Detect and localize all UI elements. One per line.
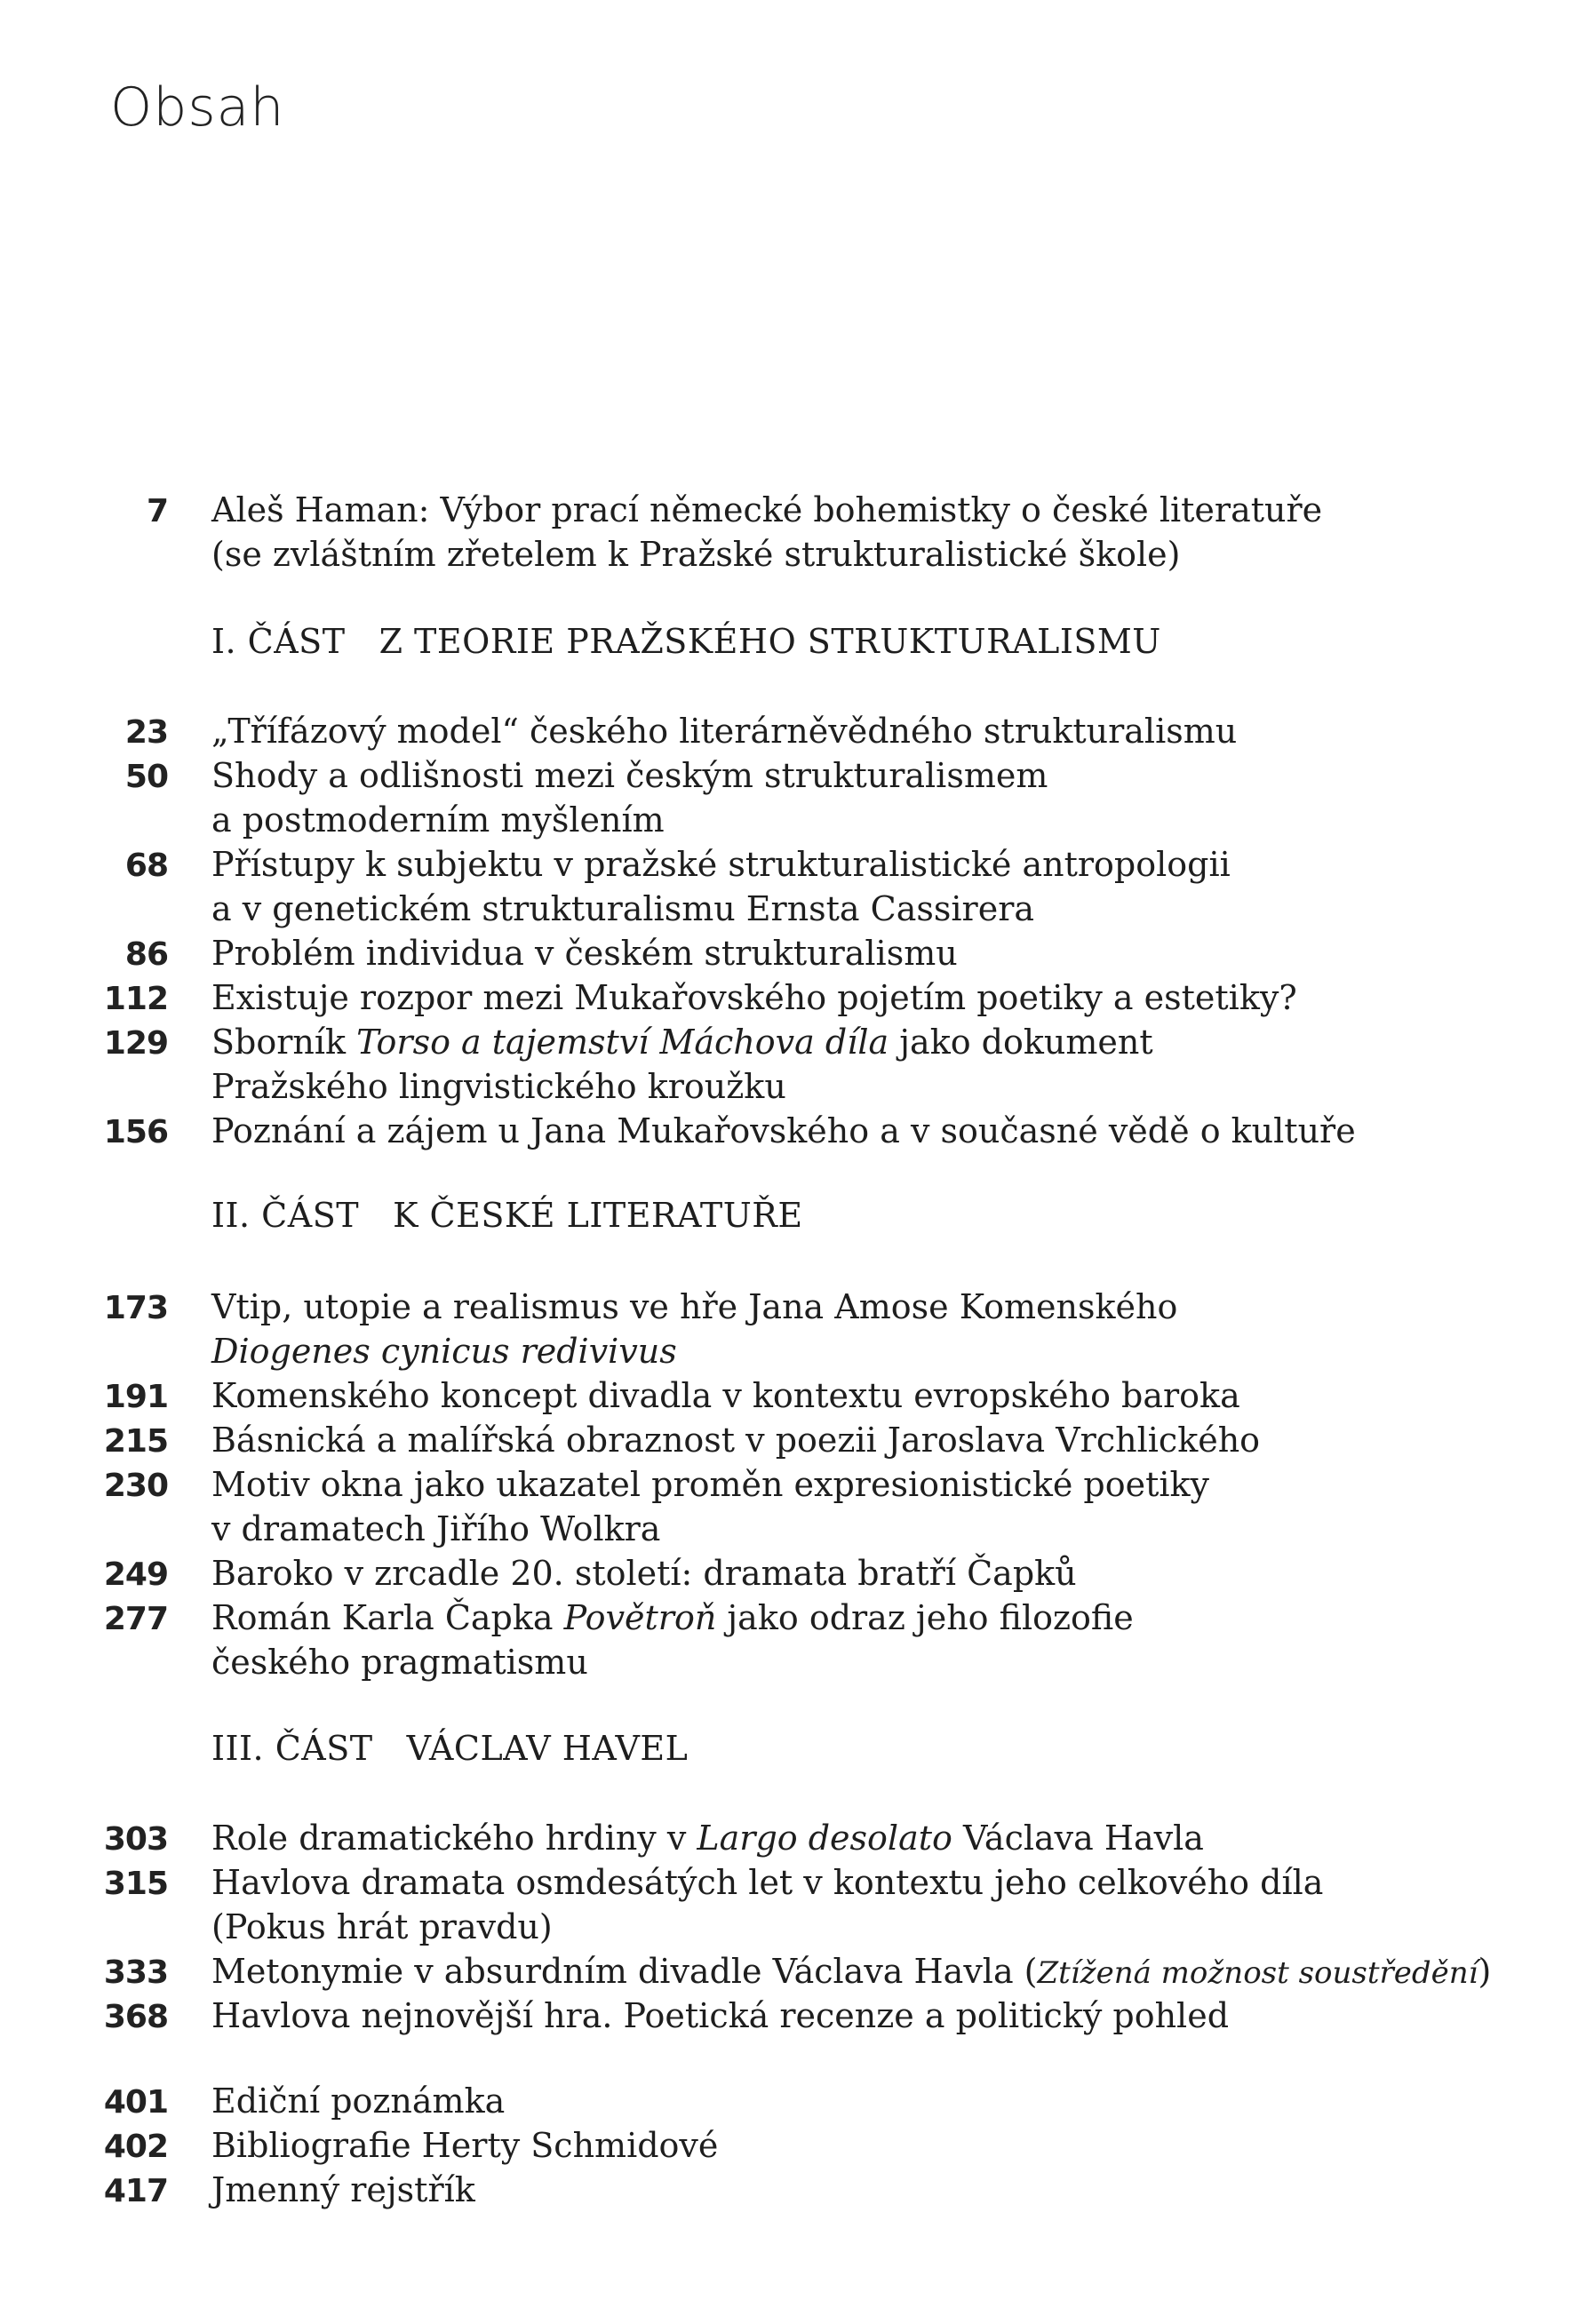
entry-title: Komenského koncept divadla v kontextu evropského baroka	[211, 1376, 1240, 1415]
entry-title-cont: Pražského lingvistického kroužku	[211, 1067, 786, 1106]
entry-title: Vtip, utopie a realismus ve hře Jana Amose Komenského	[211, 1287, 1178, 1326]
entry-title-cont: (se zvláštním zřetelem k Pražské strukturalistické škole)	[211, 535, 1181, 574]
entry-title: Román Karla Čapka Povětroň jako odraz jeho filozofie	[211, 1598, 1134, 1637]
entry-title: Havlova dramata osmdesátých let v kontextu jeho celkového díla	[211, 1863, 1324, 1902]
entry-title: Přístupy k subjektu v pražské strukturalistické antropologii	[211, 845, 1231, 884]
page-number: 249	[103, 1556, 168, 1593]
entry-title: Shody a odlišnosti mezi českým strukturalismem	[211, 756, 1048, 795]
part-heading	[211, 1729, 688, 1768]
entry-title: Aleš Haman: Výbor prací německé bohemistky o české literatuře	[211, 490, 1323, 529]
entry-title: Sborník Torso a tajemství Máchova díla jako dokument	[211, 1023, 1153, 1062]
entry-title: Baroko v zrcadle 20. století: dramata bratří Čapků	[211, 1554, 1077, 1593]
page-number: 277	[103, 1601, 168, 1637]
page-number: 402	[103, 2129, 168, 2165]
book-title: Torso a tajemství Máchova díla	[356, 1023, 889, 1062]
entry-title: Jmenný rejstřík	[211, 2170, 475, 2209]
play-title: Largo desolato	[697, 1819, 952, 1858]
page-number: 7	[146, 493, 168, 529]
part-label: III. ČÁST	[211, 1729, 373, 1768]
entry-title: „Třífázový model“ českého literárněvědného strukturalismu	[211, 712, 1238, 751]
entry-title: Problém individua v českém strukturalismu	[211, 934, 958, 973]
part-title: Z TEORIE PRAŽSKÉHO STRUKTURALISMU	[379, 622, 1161, 661]
page-number: 417	[103, 2173, 168, 2209]
entry-title: Role dramatického hrdiny v Largo desolato Václava Havla	[211, 1819, 1204, 1858]
part-title: K ČESKÉ LITERATUŘE	[393, 1196, 803, 1235]
page-number: 68	[124, 848, 168, 884]
part-heading	[211, 1196, 803, 1235]
entry-title: Motiv okna jako ukazatel proměn expresionistické poetiky	[211, 1465, 1210, 1504]
entry-title-cont: a v genetickém strukturalismu Ernsta Cassirera	[211, 889, 1035, 928]
page-title: Obsah	[110, 76, 285, 139]
entry-title-cont: (Pokus hrát pravdu)	[211, 1907, 553, 1946]
page-number: 230	[103, 1468, 168, 1504]
page-number: 368	[103, 1999, 168, 2035]
entry-title-cont	[211, 1329, 677, 1373]
entry-title: Metonymie v absurdním divadle Václava Havla (Ztížená možnost soustředění)	[211, 1952, 1492, 1991]
entry-title: Poznání a zájem u Jana Mukařovského a v současné vědě o kultuře	[211, 1111, 1356, 1150]
page-number: 112	[103, 981, 168, 1017]
book-title: Povětroň	[563, 1598, 717, 1637]
entry-title: Existuje rozpor mezi Mukařovského pojetím poetiky a estetiky?	[211, 978, 1297, 1017]
page-number: 156	[103, 1114, 168, 1150]
part-heading	[211, 622, 1161, 661]
page-number: 215	[103, 1423, 168, 1460]
page-number: 173	[103, 1290, 168, 1326]
entry-title: Bibliografie Herty Schmidové	[211, 2126, 719, 2165]
page-number: 23	[124, 714, 168, 751]
page-number: 333	[103, 1954, 168, 1991]
part-title: VÁCLAV HAVEL	[406, 1729, 689, 1768]
part-label: II. ČÁST	[211, 1196, 360, 1235]
entry-title: Ediční poznámka	[211, 2081, 506, 2121]
entry-title: Básnická a malířská obraznost v poezii Jaroslava Vrchlického	[211, 1421, 1261, 1460]
page-number: 401	[103, 2084, 168, 2121]
entry-title-cont: a postmoderním myšlením	[211, 800, 665, 840]
play-title: Diogenes cynicus redivivus	[211, 1332, 677, 1371]
page-number: 50	[124, 759, 168, 795]
page-number: 315	[103, 1866, 168, 1902]
page-number: 129	[103, 1025, 168, 1062]
book-title: Ztížená možnost soustředění	[1037, 1955, 1478, 1991]
part-label: I. ČÁST	[211, 622, 346, 661]
page-number: 303	[103, 1821, 168, 1858]
entry-title: Havlova nejnovější hra. Poetická recenze a politický pohled	[211, 1996, 1230, 2035]
entry-title-cont: v dramatech Jiřího Wolkra	[211, 1509, 661, 1548]
page-number: 86	[124, 936, 168, 973]
page-number: 191	[103, 1379, 168, 1415]
entry-title-cont: českého pragmatismu	[211, 1643, 588, 1682]
